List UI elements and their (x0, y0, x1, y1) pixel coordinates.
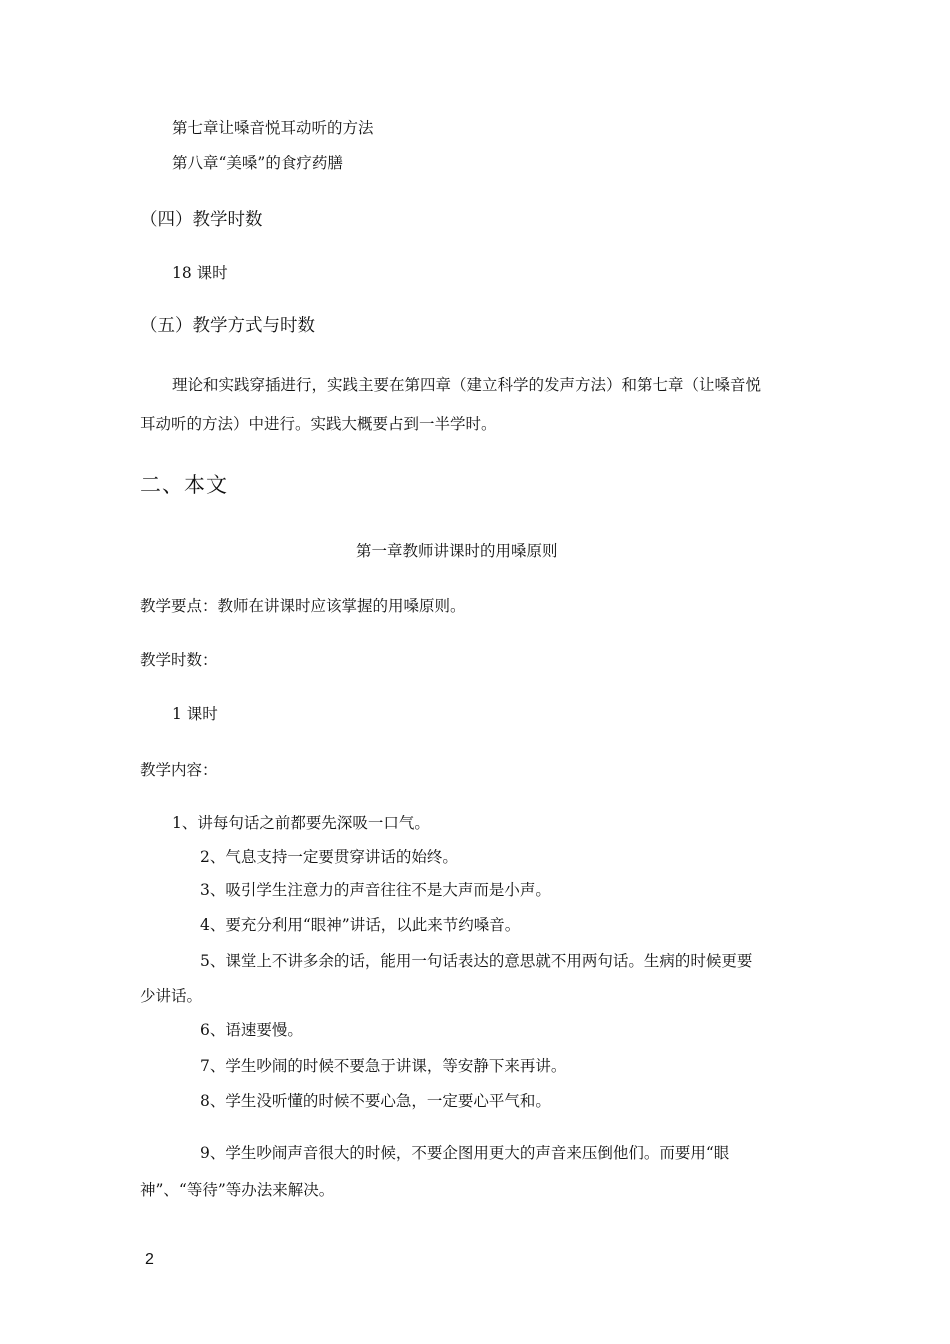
part-2-heading: 二、本文 (140, 473, 228, 497)
content-item-4: 4、要充分利用“眼神”讲话，以此来节约嗓音。 (200, 916, 521, 934)
content-item-1: 1、讲每句话之前都要先深吸一口气。 (172, 814, 430, 832)
content-item-9-line-1: 9、学生吵闹声音很大的时候，不要企图用更大的声音来压倒他们。而要用“眼 (200, 1144, 730, 1162)
content-item-5-line-2: 少讲话。 (140, 987, 203, 1005)
chapter-1-title: 第一章教师讲课时的用嗓原则 (356, 542, 558, 560)
page-number: 2 (145, 1251, 154, 1268)
chapter-1-hours-label: 教学时数： (140, 651, 218, 669)
toc-chapter-7: 第七章让嗓音悦耳动听的方法 (172, 119, 374, 137)
chapter-1-hours-value: 1 课时 (172, 705, 218, 723)
content-item-2: 2、气息支持一定要贯穿讲话的始终。 (200, 848, 458, 866)
content-item-8: 8、学生没听懂的时候不要心急，一定要心平气和。 (200, 1092, 551, 1110)
content-item-5-line-1: 5、课堂上不讲多余的话，能用一句话表达的意思就不用两句话。生病的时候更要 (200, 952, 753, 970)
content-item-9-line-2: 神”、“等待”等办法来解决。 (140, 1181, 335, 1199)
section-4-heading: （四）教学时数 (140, 210, 263, 230)
section-5-paragraph-line-2: 耳动听的方法）中进行。实践大概要占到一半学时。 (140, 415, 497, 433)
chapter-1-content-label: 教学内容： (140, 761, 218, 779)
content-item-7: 7、学生吵闹的时候不要急于讲课，等安静下来再讲。 (200, 1057, 567, 1075)
section-4-value: 18 课时 (172, 264, 228, 282)
chapter-1-key-points: 教学要点：教师在讲课时应该掌握的用嗓原则。 (140, 597, 466, 615)
content-item-6: 6、语速要慢。 (200, 1021, 303, 1039)
section-5-paragraph-line-1: 理论和实践穿插进行，实践主要在第四章（建立科学的发声方法）和第七章（让嗓音悦 (172, 376, 762, 394)
toc-chapter-8: 第八章“美嗓”的食疗药膳 (172, 154, 343, 172)
section-5-heading: （五）教学方式与时数 (140, 316, 315, 336)
content-item-3: 3、吸引学生注意力的声音往往不是大声而是小声。 (200, 881, 551, 899)
